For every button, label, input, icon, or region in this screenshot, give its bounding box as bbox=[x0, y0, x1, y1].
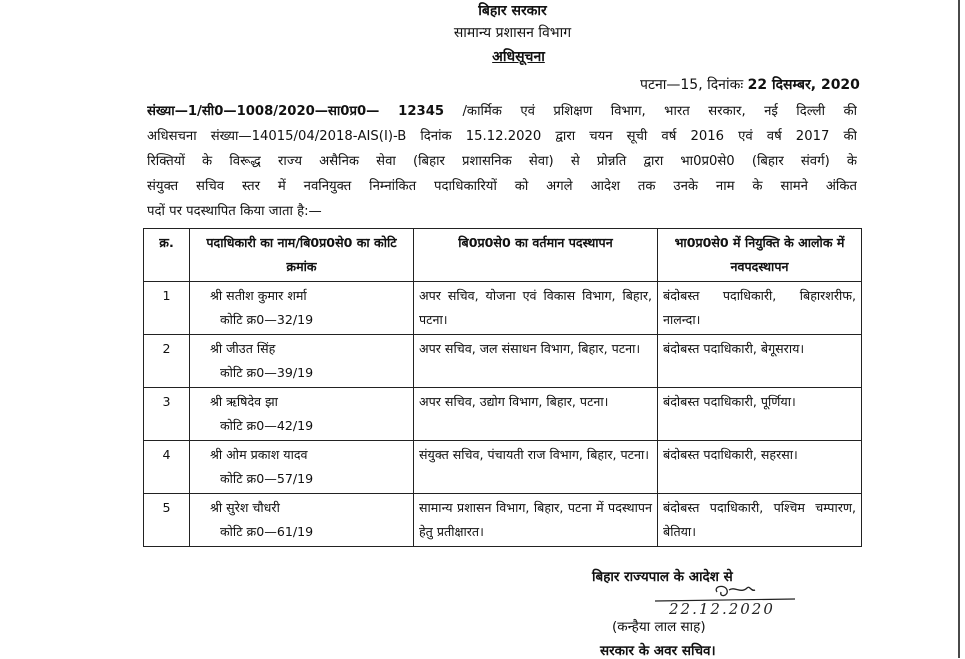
header-officer: पदाधिकारी का नाम/बि0प्र0से0 का कोटि क्रमांक bbox=[190, 229, 414, 282]
notification-body bbox=[147, 99, 857, 224]
table-header-row bbox=[144, 229, 862, 282]
officer-cell bbox=[190, 441, 414, 494]
reference-number: संख्या—1/सी0—1008/2020—सा0प्र0— 12345 bbox=[147, 104, 445, 119]
koti-number: कोटि क्र0—42/19 bbox=[220, 418, 314, 433]
body-line-2: अधिसचना संख्या—14015/04/2018-AIS(I)-B दिनांक 15.12.2020 द्वारा चयन सूची वर्ष 2016 एवं वर्ष 2017 की bbox=[147, 129, 857, 144]
serial-number: 4 bbox=[144, 441, 190, 494]
koti-number: कोटि क्र0—39/19 bbox=[220, 365, 314, 380]
serial-number: 1 bbox=[144, 282, 190, 335]
body-line-4: संयुक्त सचिव स्तर में नवनियुक्त निम्नांकित पदाधिकारियों को अगले आदेश तक उनके नाम के सामने अंकित bbox=[147, 179, 857, 194]
table-row bbox=[144, 282, 862, 335]
officer-cell bbox=[190, 388, 414, 441]
body-line-3: रिक्तियों के विरूद्ध राज्य असैनिक सेवा (बिहार प्रशासनिक सेवा) से प्रोन्नति द्वारा भा0प्र0से0 (बिहार संवर्ग) के bbox=[147, 154, 857, 169]
officer-name: श्री सुरेश चौधरी bbox=[210, 500, 280, 515]
current-posting: संयुक्त सचिव, पंचायती राज विभाग, बिहार, पटना। bbox=[414, 441, 658, 494]
new-posting: बंदोबस्त पदाधिकारी, सहरसा। bbox=[658, 441, 862, 494]
header-serial: क्र. bbox=[144, 229, 190, 282]
serial-number: 5 bbox=[144, 494, 190, 547]
posting-table bbox=[143, 228, 862, 547]
body-line-1: संख्या—1/सी0—1008/2020—सा0प्र0— 12345 /कार्मिक एवं प्रशिक्षण विभाग, भारत सरकार, नई दिल्ली की bbox=[147, 104, 857, 119]
table-row bbox=[144, 388, 862, 441]
current-posting: सामान्य प्रशासन विभाग, बिहार, पटना में पदस्थापन हेतु प्रतीक्षारत। bbox=[414, 494, 658, 547]
table-row bbox=[144, 441, 862, 494]
signatory-designation: सरकार के अवर सचिव। bbox=[600, 643, 716, 659]
koti-number: कोटि क्र0—61/19 bbox=[220, 524, 314, 539]
date-value: 22 दिसम्बर, 2020 bbox=[747, 77, 860, 93]
date-prefix: पटना—15, दिनांकः bbox=[640, 77, 744, 93]
new-posting: बंदोबस्त पदाधिकारी, पूर्णिया। bbox=[658, 388, 862, 441]
body-line-5: पदों पर पदस्थापित किया जाता है:— bbox=[147, 204, 322, 219]
signatory-name: (कन्हैया लाल साह) bbox=[612, 619, 706, 635]
new-posting: बंदोबस्त पदाधिकारी, पश्चिम चम्पारण, बेतिया। bbox=[658, 494, 862, 547]
current-posting: अपर सचिव, उद्योग विभाग, बिहार, पटना। bbox=[414, 388, 658, 441]
new-posting: बंदोबस्त पदाधिकारी, बिहारशरीफ, नालन्दा। bbox=[658, 282, 862, 335]
notification-title: अधिसूचना bbox=[492, 49, 545, 65]
officer-name: श्री ऋषिदेव झा bbox=[210, 394, 278, 409]
koti-number: कोटि क्र0—32/19 bbox=[220, 312, 314, 327]
header-new-posting: भा0प्र0से0 में नियुक्ति के आलोक में नवपदस्थापन bbox=[658, 229, 862, 282]
serial-number: 3 bbox=[144, 388, 190, 441]
new-posting: बंदोबस्त पदाधिकारी, बेगूसराय। bbox=[658, 335, 862, 388]
handwritten-date: 22.12.2020 bbox=[669, 600, 775, 618]
officer-cell bbox=[190, 282, 414, 335]
table-row bbox=[144, 335, 862, 388]
koti-number: कोटि क्र0—57/19 bbox=[220, 471, 314, 486]
serial-number: 2 bbox=[144, 335, 190, 388]
handwritten-signature bbox=[655, 584, 815, 618]
officer-cell bbox=[190, 494, 414, 547]
current-posting: अपर सचिव, जल संसाधन विभाग, बिहार, पटना। bbox=[414, 335, 658, 388]
officer-name: श्री ओम प्रकाश यादव bbox=[210, 447, 308, 462]
officer-name: श्री सतीश कुमार शर्मा bbox=[210, 288, 307, 303]
officer-cell bbox=[190, 335, 414, 388]
officer-name: श्री जीउत सिंह bbox=[210, 341, 276, 356]
page-edge bbox=[958, 0, 960, 658]
table-row bbox=[144, 494, 862, 547]
department-heading: सामान्य प्रशासन विभाग bbox=[453, 25, 572, 41]
header-current-posting: बि0प्र0से0 का वर्तमान पदस्थापन bbox=[414, 229, 658, 282]
current-posting: अपर सचिव, योजना एवं विकास विभाग, बिहार, पटना। bbox=[414, 282, 658, 335]
government-heading: बिहार सरकार bbox=[478, 3, 547, 19]
order-by-line: बिहार राज्यपाल के आदेश से bbox=[592, 569, 733, 585]
place-date bbox=[640, 75, 860, 94]
